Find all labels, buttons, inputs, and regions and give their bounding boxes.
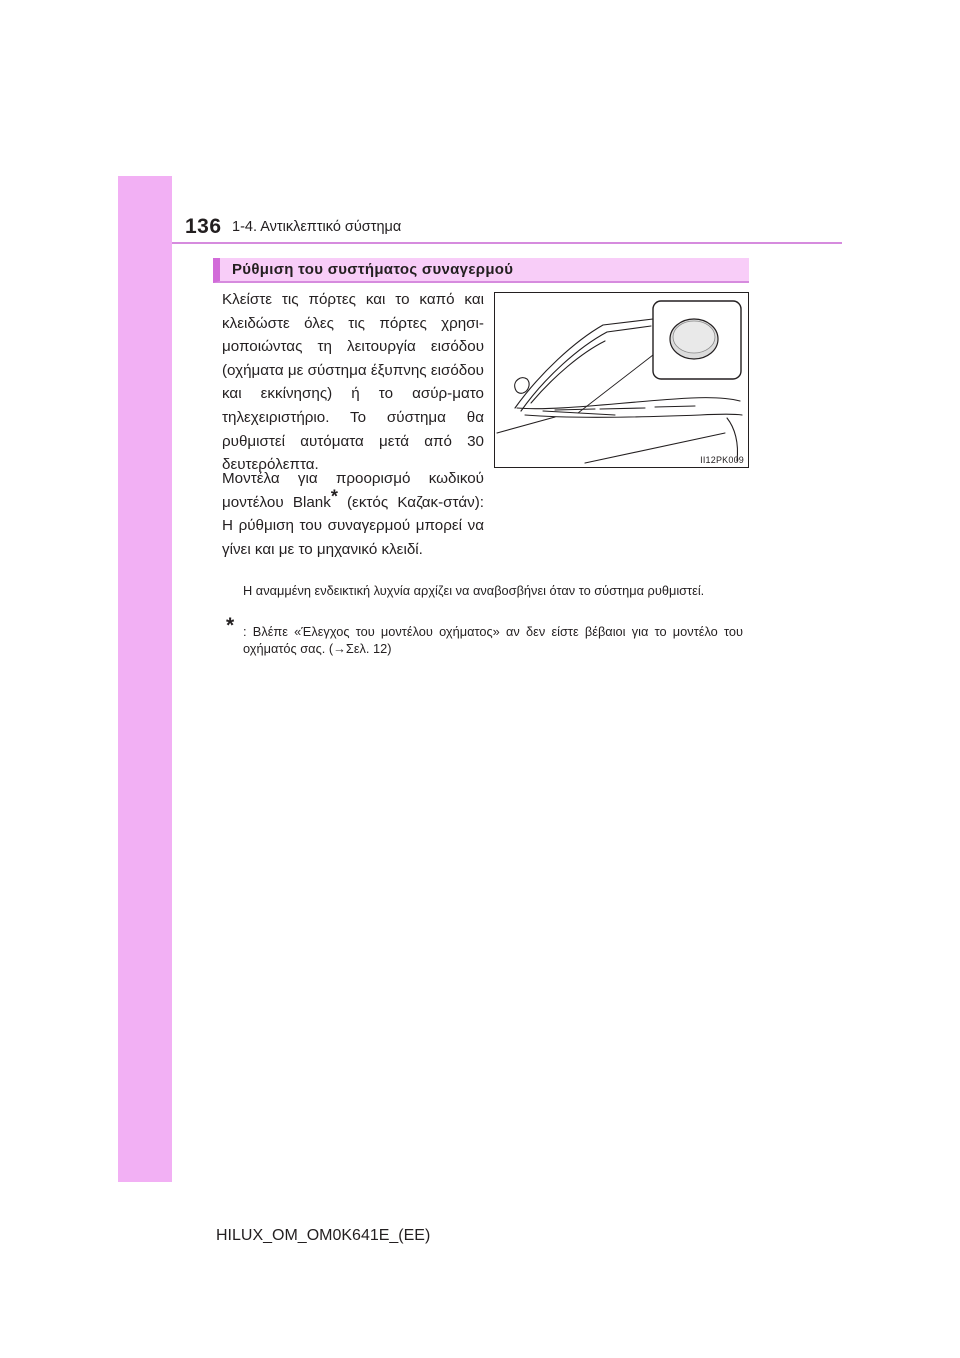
section-title: 1-4. Αντικλεπτικό σύστημα	[232, 219, 402, 235]
chapter-tab-sidebar	[118, 176, 172, 1182]
indicator-light-icon	[667, 315, 721, 363]
note-indicator-light: Η αναμμένη ενδεικτική λυχνία αρχίζει να αναβοσβήνει όταν το σύστημα ρυθμιστεί.	[243, 583, 705, 598]
page-number: 136	[185, 215, 222, 238]
paragraph-mechanical-key	[222, 467, 484, 561]
section-heading-text: Ρύθμιση του συστήματος συναγερμού	[232, 261, 514, 278]
header-rule	[172, 242, 842, 244]
footnote-marker: *	[226, 614, 235, 637]
paragraph-mechanical-key-start: Μοντέλα για προορισμό κωδικού μοντέλου Blank	[222, 470, 484, 511]
figure-code: II12PK009	[700, 455, 744, 465]
paragraph-set-alarm: Κλείστε τις πόρτες και το καπό και κλειδώστε όλες τις πόρτες χρησι-μοποιώντας τη λειτουργία εισόδου (οχήματα με σύστημα έξυπνης εισόδου και εκκίνησης) ή το ασύρ-ματο τηλεχειριστήριο. Το σύστημα θα ρυθμιστεί αυτόματα μετά από 30 δευτερόλεπτα.	[222, 291, 484, 474]
paragraph-mechanical-key-end: (εκτός Καζακ-στάν): Η ρύθμιση του συναγερμού μπορεί να γίνει και με το μηχανικό κλειδί.	[222, 493, 484, 558]
footnote-text: : Βλέπε «Έλεγχος του μοντέλου οχήματος» αν δεν είστε βέβαιοι για το μοντέλο του οχήματός σας. (→Σελ. 12)	[243, 624, 743, 656]
windshield-figure	[494, 292, 749, 468]
footer-document-code: HILUX_OM_OM0K641E_(EE)	[216, 1227, 431, 1244]
section-heading	[213, 258, 749, 283]
footnote	[226, 614, 743, 657]
asterisk-marker: *	[330, 486, 338, 507]
